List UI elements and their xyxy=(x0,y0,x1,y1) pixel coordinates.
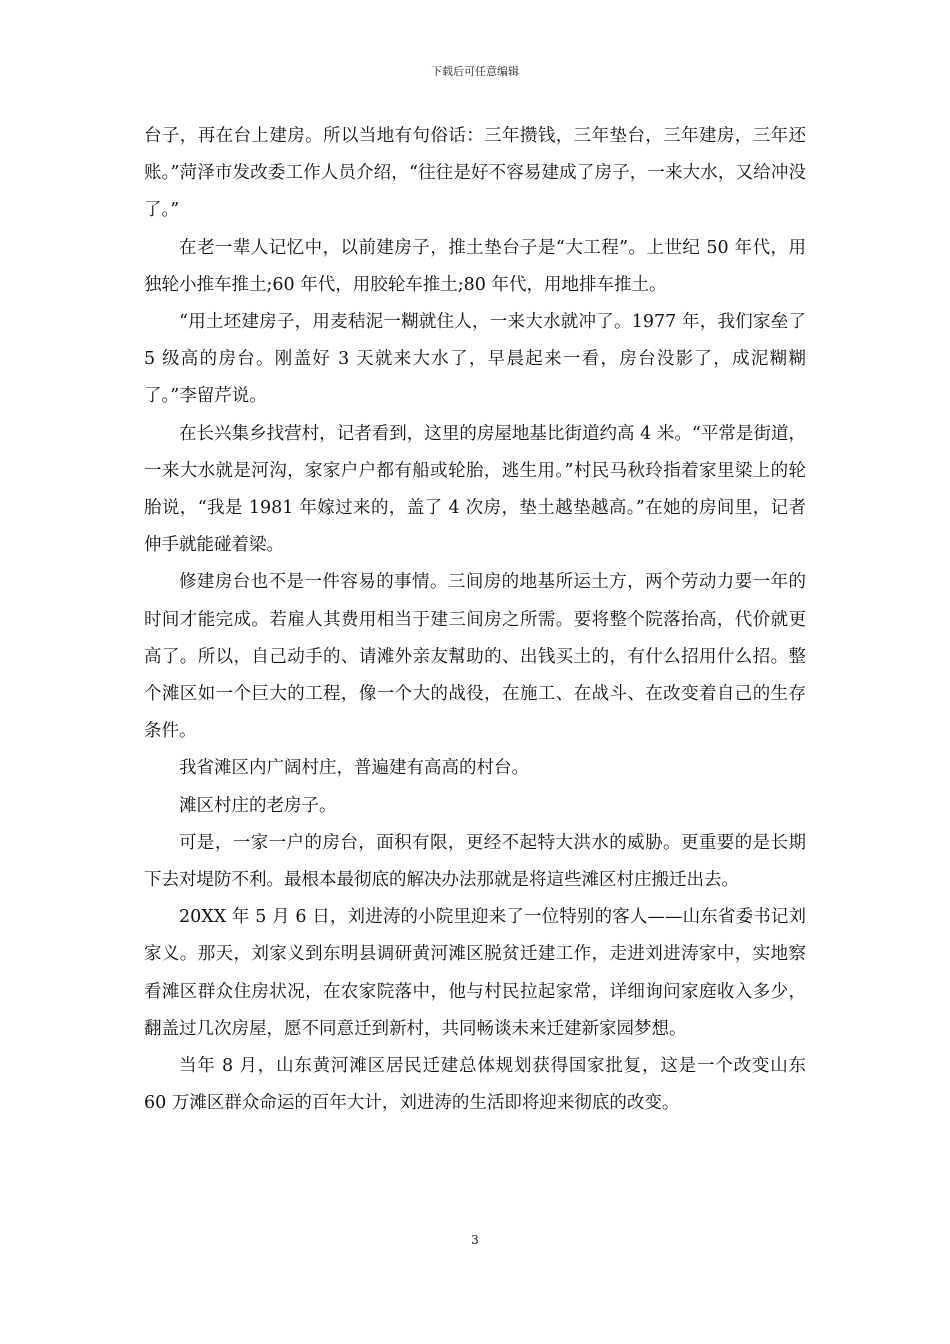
paragraph-2: 在老一辈人记忆中，以前建房子，推土垫台子是“大工程”。上世纪 50 年代，用独轮小推车推土;60 年代，用胶轮车推土;80 年代，用地排车推土。 xyxy=(144,237,806,295)
paragraph-5: 修建房台也不是一件容易的事情。三间房的地基所运土方，两个劳动力要一年的时间才能完成。若雇人其费用相当于建三间房之所需。要将整个院落抬高，代价就更高了。所以，自己动手的、请滩外亲友幫助的、出钱买土的，有什么招用什么招。整个滩区如一个巨大的工程，像一个大的战役，在施工、在战斗、在改变着自己的生存条件。 xyxy=(144,572,806,742)
page-number: 3 xyxy=(471,1233,479,1247)
paragraph-3: “用土坯建房子，用麦秸泥一糊就住人，一来大水就冲了。1977 年，我们家垒了 5 级高的房台。刚盖好 3 天就来大水了，早晨起来一看，房台没影了，成泥糊糊了。”李留芹说。 xyxy=(144,312,806,407)
paragraph-1: 台子，再在台上建房。所以当地有句俗话：三年攒钱，三年垫台，三年建房，三年还账。”菏泽市发改委工作人员介绍，“往往是好不容易建成了房子，一来大水，又给冲没了。” xyxy=(144,126,806,221)
document-body xyxy=(144,118,806,1122)
paragraph-6: 我省滩区内广阔村庄，普遍建有高高的村台。 xyxy=(179,758,529,779)
paragraph-9: 20XX 年 5 月 6 日，刘进涛的小院里迎来了一位特别的客人——山东省委书记刘家义。那天，刘家义到东明县调研黄河滩区脱贫迁建工作，走进刘进涛家中，实地察看滩区群众住房状况，在农家院落中，他与村民拉起家常，详细询问家庭收入多少，翻盖过几次房屋，愿不同意迁到新村，共同畅谈未来迁建新家园梦想。 xyxy=(144,907,806,1039)
paragraph-4: 在长兴集乡找营村，记者看到，这里的房屋地基比街道约高 4 米。“平常是街道，一来大水就是河沟，家家户户都有船或轮胎，逃生用。”村民马秋玲指着家里梁上的轮胎说，“我是 1981 年嫁过来的，盖了 4 次房，垫土越垫越高。”在她的房间里，记者伸手就能碰着梁。 xyxy=(144,423,806,556)
paragraph-8: 可是，一家一户的房台，面积有限，更经不起特大洪水的威胁。更重要的是长期下去对堤防不利。最根本最彻底的解决办法那就是将這些滩区村庄搬迁出去。 xyxy=(144,832,806,891)
paragraph-10: 当年 8 月，山东黄河滩区居民迁建总体规划获得国家批复，这是一个改变山东 60 万滩区群众命运的百年大计，刘进涛的生活即将迎来彻底的改变。 xyxy=(144,1056,806,1114)
page-header: 下载后可任意编辑 xyxy=(431,65,519,78)
paragraph-7: 滩区村庄的老房子。 xyxy=(179,795,337,816)
